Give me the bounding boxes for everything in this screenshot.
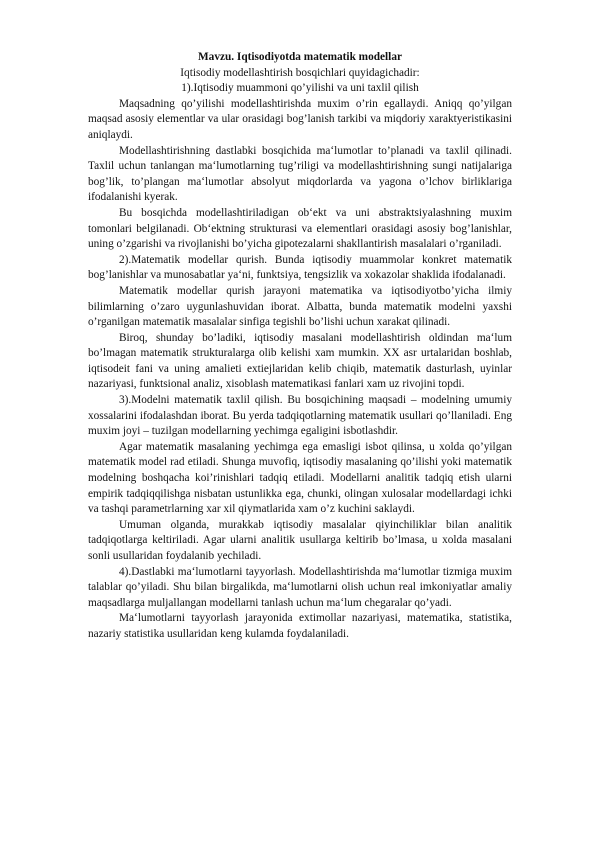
paragraph: 2).Matematik modellar qurish. Bunda iqtisodiy muammolar konkret matematik bog’lanishlar va munosabatlar ya‘ni, funktsiya, tengsizlik va xokazolar shaklida ifodalanadi.: [88, 253, 512, 282]
document-subtitle: Iqtisodiy modellashtirish bosqichlari quyidagichadir:: [180, 66, 420, 79]
paragraph: Agar matematik masalaning yechimga ega emasligi isbot qilinsa, u xolda qo’yilgan matematik model rad etiladi. Shunga muvofiq, iqtisodiy masalaning qo’ilishi yoki matematik modelning boshqacha koi’rinishlari tadqiq etiladi. Modellarni analitik tadqiq etish ularni empirik tadqiqqilishga nisbatan ustunlikka ega, chunki, olingan xulosalar modellardagi ichki va tashqi parametrlarning xar xil qiymatlarida xam o’z kuchini saklaydi.: [88, 440, 512, 516]
paragraph: Bu bosqichda modellashtiriladigan ob‘ekt va uni abstraktsiyalashning muxim tomonlari belgilanadi. Ob‘ektning strukturasi va elementlari orasidagi asosiy bog’lanishlar, uning o’zgarishi va rivojlanishi bo’yicha gipotezalarni shakllantirish masalalari o’rganiladi.: [88, 206, 512, 251]
step1-heading: 1).Iqtisodiy muammoni qo’yilishi va uni taxlil qilish: [181, 82, 419, 95]
paragraph: Maqsadning qo’yilishi modellashtirishda muxim o’rin egallaydi. Aniqq qo’yilgan maqsad asosiy elementlar va ular orasidagi bog’lanish tarkibi va miqdoriy xaraktyeristikasini aniqlaydi.: [88, 97, 512, 141]
paragraph: Biroq, shunday bo’ladiki, iqtisodiy masalani modellashtirish oldindan ma‘lum bo’lmagan matematik strukturalarga olib kelishi xam mumkin. XX asr urtalaridan boshlab, iqtisodeit fani va uning amalieti extiejlaridan kelib chiqib, matematik dasturlash, uyinlar nazariyasi, funktsional analiz, xisoblash matematikasi fanlari xam uz rivojini topdi.: [88, 331, 512, 391]
paragraph: Ma‘lumotlarni tayyorlash jarayonida extimollar nazariyasi, matematika, statistika, nazariy statistika usullaridan keng kulamda foydalaniladi.: [88, 612, 512, 640]
document-title: Mavzu. Iqtisodiyotda matematik modellar: [198, 51, 402, 63]
document-page: [88, 50, 512, 643]
paragraph: Matematik modellar qurish jarayoni matematika va iqtisodiyotbo’yicha ilmiy bilimlarning o’zaro uygunlashuvidan iborat. Albatta, bunda matematik modelni yaxshi o’rganilgan matematik masalalar sinfiga tegishli bo’lishi uchun xarakat qilinadi.: [88, 284, 512, 329]
paragraph: 3).Modelni matematik taxlil qilish. Bu bosqichining maqsadi – modelning umumiy xossalarini ifodalashdan iborat. Bu yerda tadqiqotlarning matematik usullari qo’llaniladi. Eng muxim joyi – tuzilgan modellarning yechimga egaligini isbotlashdir.: [88, 394, 512, 438]
paragraph: 4).Dastlabki ma‘lumotlarni tayyorlash. Modellashtirishda ma‘lumotlar tizmiga muxim talablar qo’yiladi. Shu bilan birgalikda, ma‘lumotlarni olish uchun real imkoniyatlar amaliy maqsadlarga muljallangan modellarni tanlash uchun ma‘lum chegaralar qo’yadi.: [88, 565, 512, 609]
paragraph: Modellashtirishning dastlabki bosqichida ma‘lumotlar to’planadi va taxlil qilinadi. Taxlil uchun tanlangan ma‘lumotlarning tug’riligi va modellashtirishning sungi natijalariga bog’lik, to’plangan ma‘lumotlar absolyut miqdorlarda va yagona o’lchov birliklariga ifodalanishi kyerak.: [88, 144, 512, 204]
paragraph: Umuman olganda, murakkab iqtisodiy masalalar qiyinchiliklar bilan analitik tadqiqotlarga keltiriladi. Agar ularni analitik usullarga keltirib bo’lmasa, u xolda masalani sonli usullaridan foydalanib yechiladi.: [88, 518, 512, 562]
